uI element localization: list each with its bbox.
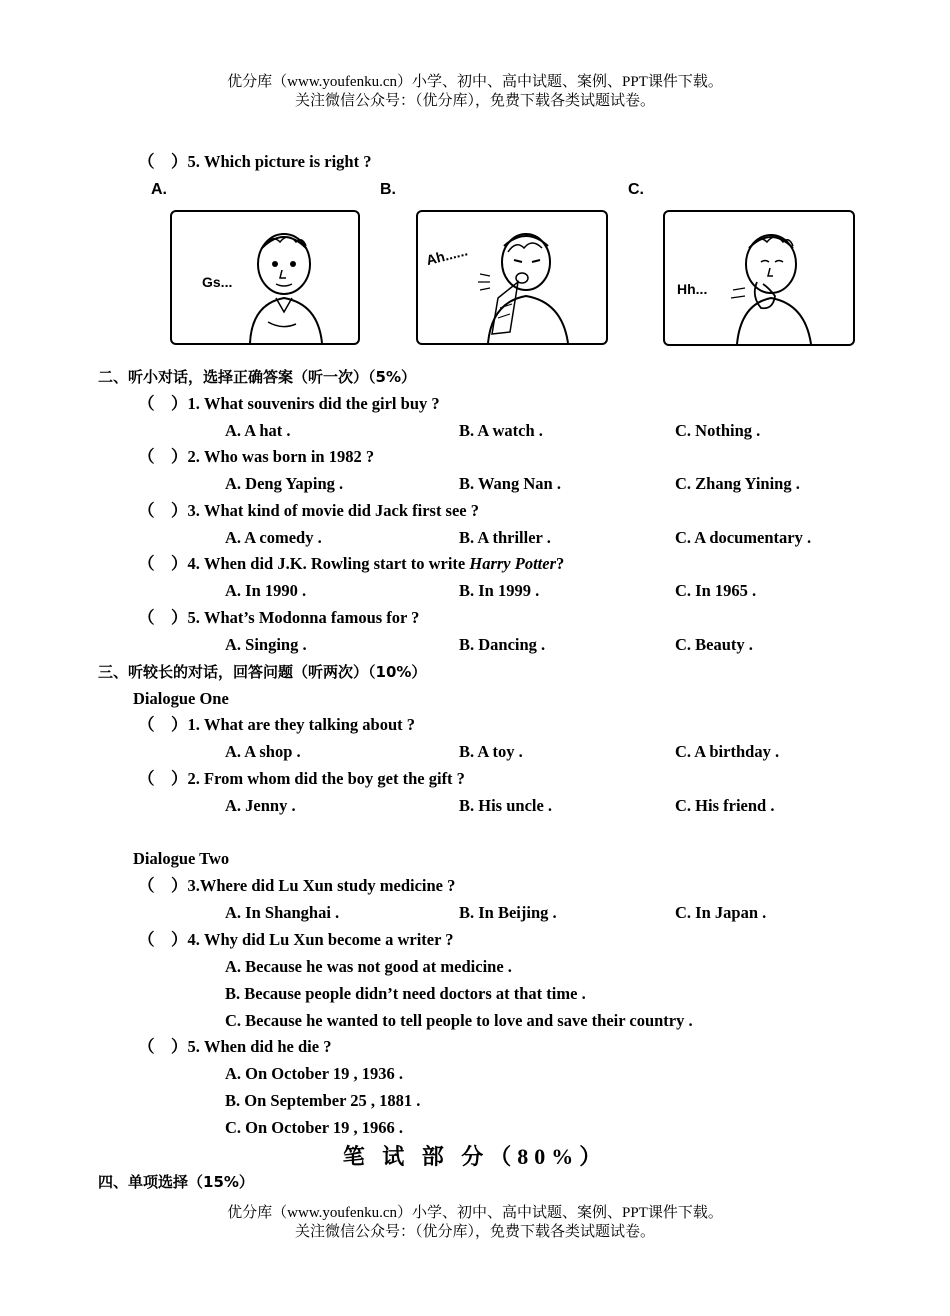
s2-q3-a: A. A comedy . xyxy=(225,528,322,547)
s2-q4-c: C. In 1965 . xyxy=(675,581,757,600)
s3-q4: （ ）4. Why did Lu Xun become a writer ? xyxy=(138,930,454,949)
picture-letter-b: B. xyxy=(380,181,396,198)
footer-line-1: 优分库（www.youfenku.cn）小学、初中、高中试题、案例、PPT课件下载。 xyxy=(227,1205,723,1221)
s3-q1-a: A. A shop . xyxy=(225,742,301,761)
s2-q1-a: A. A hat . xyxy=(225,421,291,440)
s2-q4-prefix: （ ）4. When did J.K. Rowling start to write xyxy=(138,554,470,573)
header-line-1: 优分库（www.youfenku.cn）小学、初中、高中试题、案例、PPT课件下载。 xyxy=(227,74,723,90)
s3-q5-c: C. On October 19 , 1966 . xyxy=(225,1118,403,1137)
s3-q3-b: B. In Beijing . xyxy=(459,903,557,922)
s2-q2-a: A. Deng Yaping . xyxy=(225,474,344,493)
s2-q2-c: C. Zhang Yining . xyxy=(675,474,800,493)
s3-q4-b: B. Because people didn’t need doctors at that time . xyxy=(225,984,586,1003)
s2-q2-b: B. Wang Nan . xyxy=(459,474,561,493)
dialogue-two-label: Dialogue Two xyxy=(133,849,230,868)
s2-q4 xyxy=(138,554,564,574)
section-3-title: 三、听较长的对话，回答问题（听两次）（10%） xyxy=(98,663,427,681)
s2-q4-suffix: ? xyxy=(556,554,565,573)
picture-a-sound: Gs... xyxy=(202,274,233,290)
picture-c-sound: Hh... xyxy=(677,281,708,297)
s2-q5: （ ）5. What’s Modonna famous for ? xyxy=(138,608,420,627)
s2-q4-a: A. In 1990 . xyxy=(225,581,307,600)
s2-q4-b: B. In 1999 . xyxy=(459,581,540,600)
header-line-2: 关注微信公众号：（优分库），免费下载各类试题试卷。 xyxy=(294,93,655,109)
s3-q2-c: C. His friend . xyxy=(675,796,775,815)
s2-q1-b: B. A watch . xyxy=(459,421,543,440)
s3-q5: （ ）5. When did he die ? xyxy=(138,1037,332,1056)
s3-q1-b: B. A toy . xyxy=(459,742,523,761)
picture-b-sound: Ah...... xyxy=(424,242,470,269)
s3-q1-c: C. A birthday . xyxy=(675,742,780,761)
picture-letter-c: C. xyxy=(628,181,644,198)
section-4-title: 四、单项选择（15%） xyxy=(98,1173,254,1191)
s3-q3-a: A. In Shanghai . xyxy=(225,903,340,922)
s2-q2: （ ）2. Who was born in 1982 ? xyxy=(138,447,375,466)
s3-q4-c: C. Because he wanted to tell people to love and save their country . xyxy=(225,1011,693,1030)
s3-q4-a: A. Because he was not good at medicine . xyxy=(225,957,512,976)
picture-b-sneezing-man xyxy=(416,210,608,345)
footer-line-2: 关注微信公众号：（优分库），免费下载各类试题试卷。 xyxy=(294,1224,655,1240)
written-part-title: 笔 试 部 分（80%） xyxy=(342,1144,608,1169)
s2-q1: （ ）1. What souvenirs did the girl buy ? xyxy=(138,394,440,413)
section-2-title: 二、听小对话，选择正确答案（听一次）（5%） xyxy=(98,368,416,386)
s2-q5-c: C. Beauty . xyxy=(675,635,753,654)
s3-q1: （ ）1. What are they talking about ? xyxy=(138,715,416,734)
s2-q4-italic-title: Harry Potter xyxy=(469,554,556,573)
picture-letter-a: A. xyxy=(151,181,167,198)
picture-a-sneezing-man xyxy=(170,210,360,345)
s3-q3-c: C. In Japan . xyxy=(675,903,767,922)
s2-q3-b: B. A thriller . xyxy=(459,528,551,547)
picture-c-coughing-man xyxy=(663,210,855,346)
s3-q5-a: A. On October 19 , 1936 . xyxy=(225,1064,403,1083)
s3-q2-b: B. His uncle . xyxy=(459,796,553,815)
s2-q3: （ ）3. What kind of movie did Jack first see ? xyxy=(138,501,480,520)
s2-q5-a: A. Singing . xyxy=(225,635,307,654)
s3-q3: （ ）3.Where did Lu Xun study medicine ? xyxy=(138,876,456,895)
picture-question: （ ）5. Which picture is right ? xyxy=(138,152,372,171)
s2-q1-c: C. Nothing . xyxy=(675,421,761,440)
s3-q2: （ ）2. From whom did the boy get the gift ? xyxy=(138,769,465,788)
dialogue-one-label: Dialogue One xyxy=(133,689,229,708)
s3-q2-a: A. Jenny . xyxy=(225,796,296,815)
s2-q3-c: C. A documentary . xyxy=(675,528,812,547)
s3-q5-b: B. On September 25 , 1881 . xyxy=(225,1091,421,1110)
s2-q5-b: B. Dancing . xyxy=(459,635,546,654)
